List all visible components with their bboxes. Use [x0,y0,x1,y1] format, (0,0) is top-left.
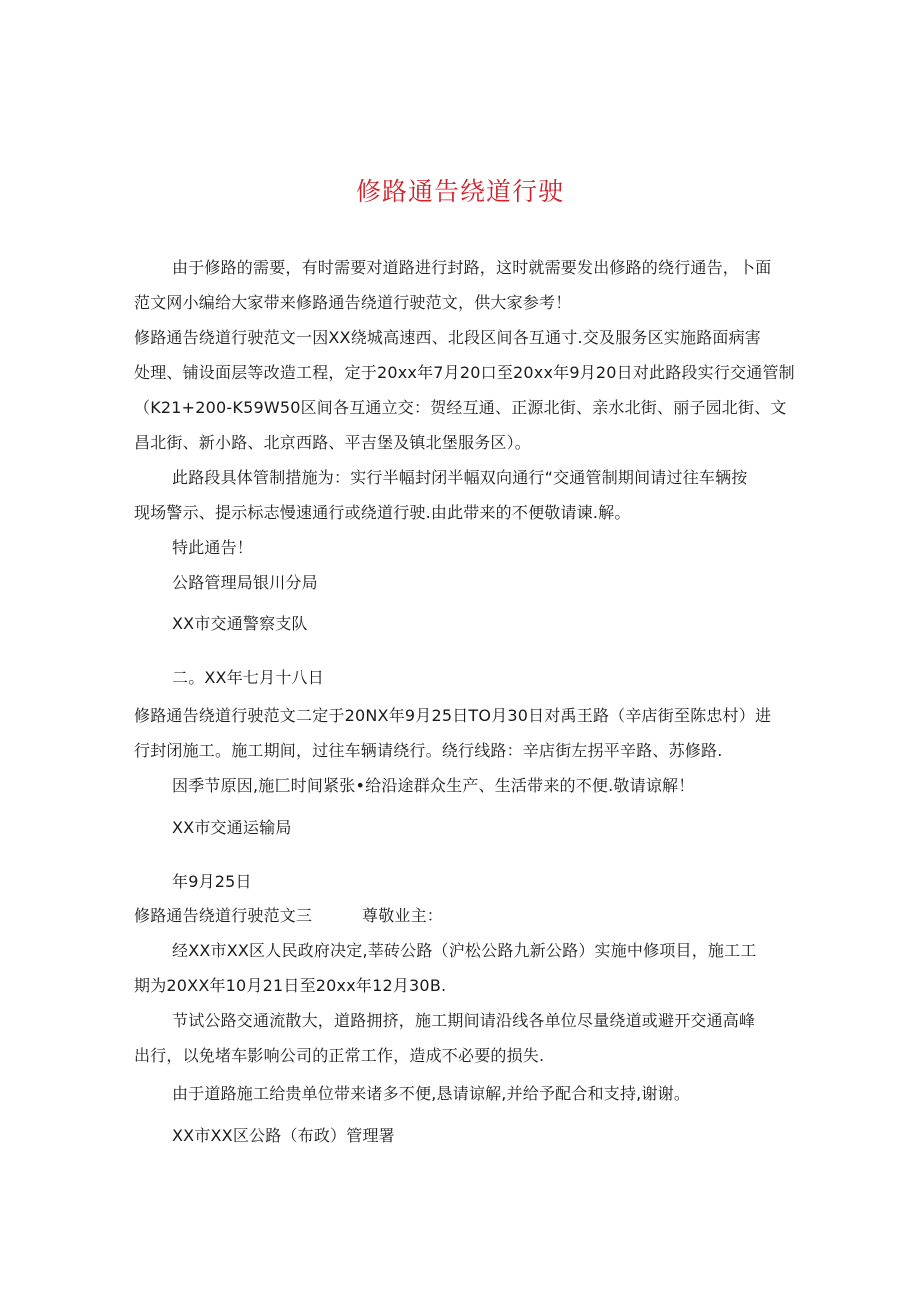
sample1-line-1: 修路通告绕道行驶范文一因XX绕城高速西、北段区间各互通寸.交及服务区实施路面病害 [134,328,762,347]
sample1-notice: 特此通告！ [172,538,254,557]
document-title: 修路通告绕道行驶 [355,177,564,206]
sample1-date: 二。XX年七月十八日 [172,668,324,687]
sample1-org-1: 公路管理局银川分局 [172,573,318,592]
sample1-line-2: 处理、铺设面层等改造工程，定于20xx年7月20口至20xx年9月20日对此路段实行交通管制 [134,363,795,382]
sample3-p1-line-1: 经XX市XX区人民政府决定,莘砖公路（沪松公路九新公路）实施中修项目，施工工 [172,941,757,960]
sample1-measures-line-1: 此路段具体管制措施为：实行半幅封闭半幅双向通行“交通管制期间请过往车辆按 [172,468,748,487]
sample2-org: XX市交通运输局 [172,818,292,837]
sample3-p2-line-2: 出行，以免堵车影响公司的正常工作，造成不必要的损失. [134,1046,545,1065]
sample1-line-4: 昌北街、新小路、北京西路、平吉堡及镇北堡服务区）。 [134,433,532,452]
sample2-line-1: 修路通告绕道行驶范文二定于20NX年9月25日TO月30日对禹王路（辛店街至陈忠村）进 [134,706,772,725]
sample1-org-2: XX市交通警察支队 [172,614,308,633]
sample3-p3: 由于道路施工给贵单位带来诸多不便,恳请谅解,并给予配合和支持,谢谢。 [172,1084,691,1103]
sample2-line-3: 因季节原因,施匚时间紧张•给沿途群众生产、生活带来的不便.敬请谅解！ [172,776,695,795]
sample3-org: XX市XX区公路（布政）管理署 [172,1126,395,1145]
sample3-p2-line-1: 节试公路交通流散大，道路拥挤，施工期间请沿线各单位尽量绕道或避开交通高峰 [172,1011,756,1030]
sample3-p1-line-2: 期为20XX年10月21日至20xx年12月30B. [134,976,447,995]
intro-line-1: 由于修路的需要，有时需要对道路进行封路，这时就需要发出修路的绕行通告，卜面 [172,258,772,277]
sample2-line-2: 行封闭施工。施工期间，过往车辆请绕行。绕行线路：辛店街左拐平辛路、苏修路. [134,741,723,760]
sample3-heading: 修路通告绕道行驶范文三 [134,906,313,925]
intro-line-2: 范文网小编给大家带来修路通告绕道行驶范文，供大家参考！ [134,293,572,312]
sample2-date: 年9月25日 [172,872,252,891]
sample3-salutation: 尊敬业主： [362,906,444,925]
sample1-line-3: （K21+200-K59W50区间各互通立交：贺经互通、正源北街、亲水北街、丽子园北街、文 [134,398,787,417]
sample1-measures-line-2: 现场警示、提示标志慢速通行或绕道行驶.由此带来的不便敬请谏.解。 [134,503,631,522]
